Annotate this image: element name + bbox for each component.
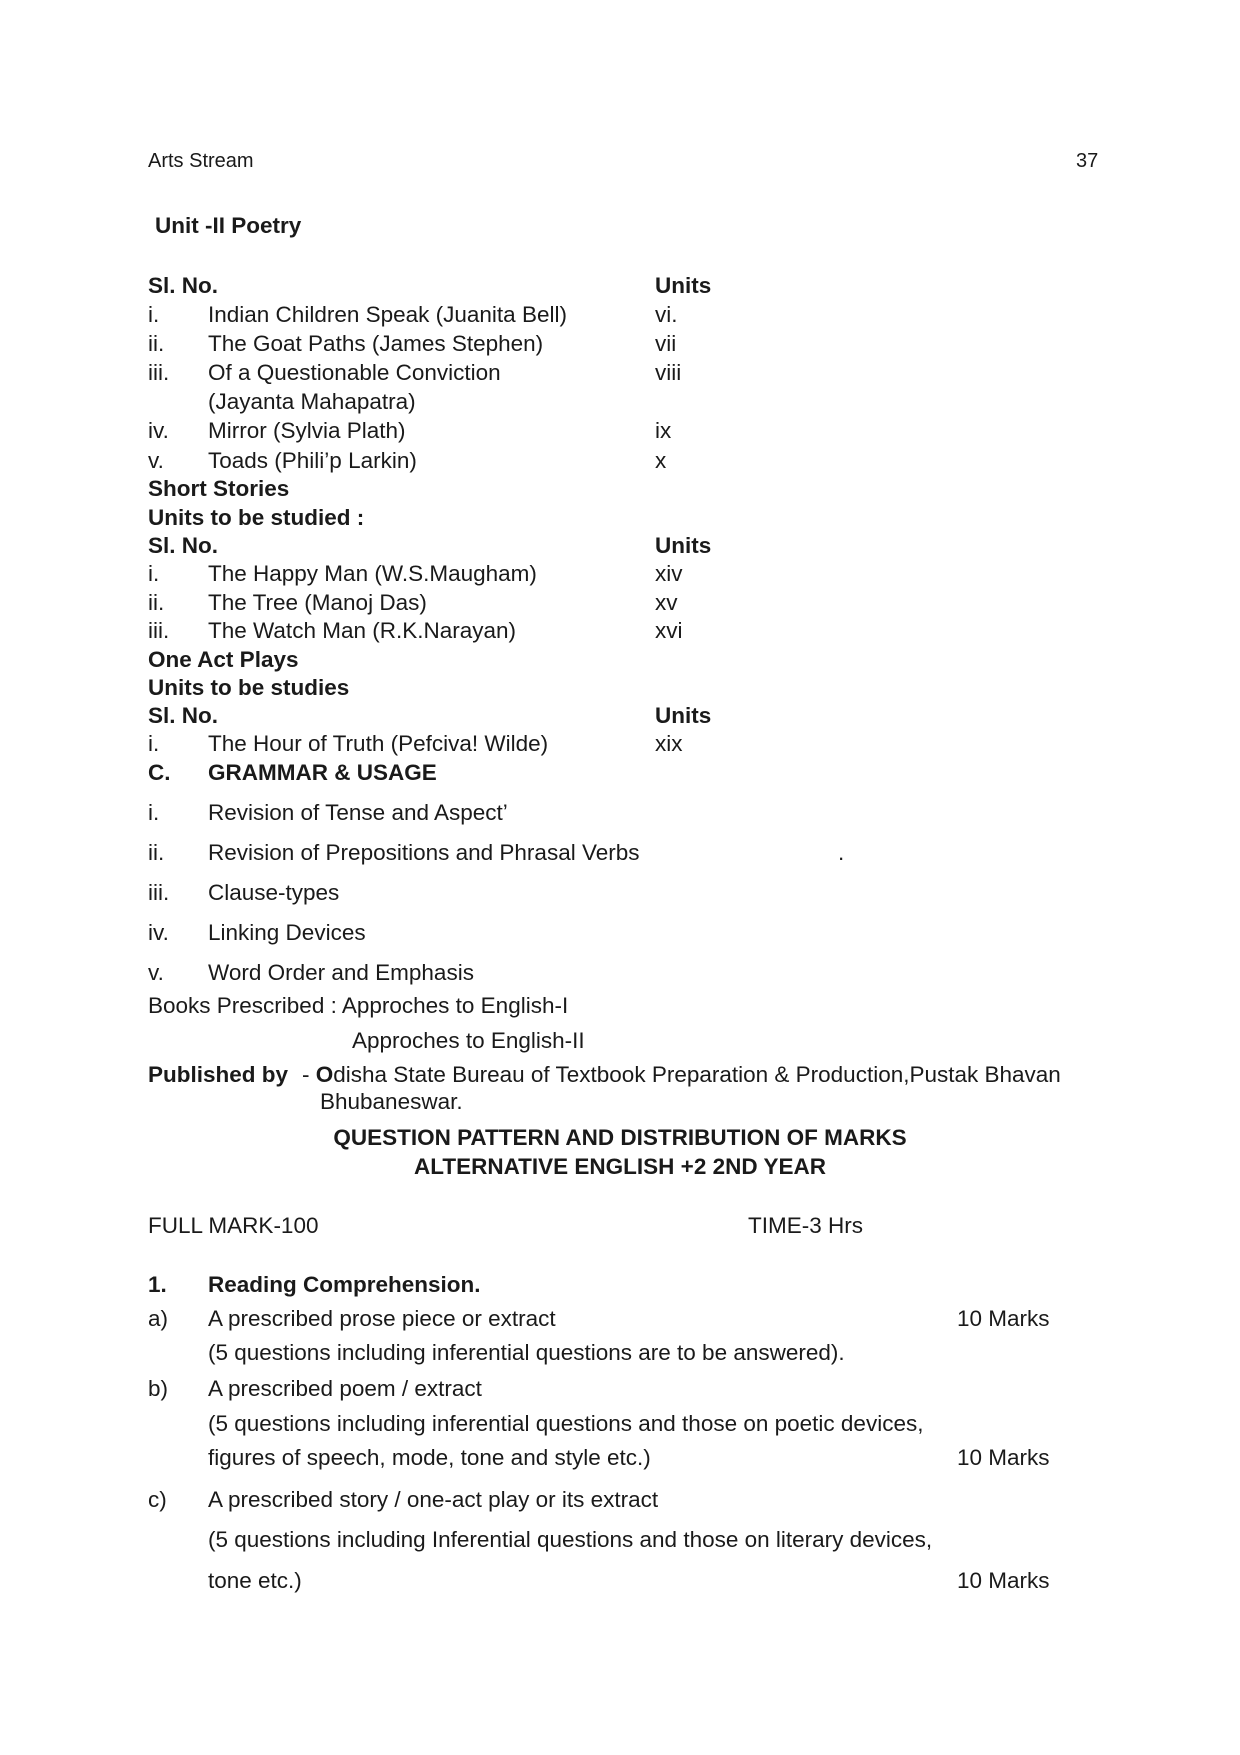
item-note: figures of speech, mode, tone and style etc.) [208, 1445, 651, 1470]
section-title-grammar: GRAMMAR & USAGE [208, 760, 437, 785]
list-item-title: The Goat Paths (James Stephen) [208, 331, 544, 356]
list-item-title: The Tree (Manoj Das) [208, 590, 427, 615]
list-item-number: i. [148, 800, 160, 825]
stray-mark: . [838, 840, 845, 865]
publisher-line [302, 1062, 1061, 1088]
section-subtitle: Units to be studied : [148, 505, 365, 530]
list-item-title-continued: (Jayanta Mahapatra) [208, 389, 416, 414]
publisher-dash: - [302, 1062, 316, 1087]
list-item-number: i. [148, 731, 160, 756]
publisher-city: Bhubaneswar. [320, 1089, 463, 1114]
list-item-title: Indian Children Speak (Juanita Bell) [208, 302, 567, 327]
page-number: 37 [1076, 150, 1099, 172]
section-title-one-act-plays: One Act Plays [148, 647, 299, 672]
item-note: (5 questions including inferential questions are to be answered). [208, 1340, 845, 1365]
col-header-sl-no: Sl. No. [148, 533, 219, 558]
question-pattern-subtitle: ALTERNATIVE ENGLISH +2 2ND YEAR [414, 1154, 826, 1179]
list-item-unit: x [655, 448, 667, 473]
list-item-text: Revision of Prepositions and Phrasal Verbs [208, 840, 640, 865]
list-item-text: Linking Devices [208, 920, 366, 945]
running-header: Arts Stream [148, 150, 254, 172]
list-item-text: Revision of Tense and Aspect’ [208, 800, 508, 825]
list-item-number: iii. [148, 618, 170, 643]
list-item-text: Clause-types [208, 880, 340, 905]
list-item-number: ii. [148, 331, 165, 356]
list-item-unit: xv [655, 590, 678, 615]
item-text: A prescribed poem / extract [208, 1376, 482, 1401]
published-by-label: Published by [148, 1062, 289, 1087]
list-item-number: iii. [148, 880, 170, 905]
list-item-number: iv. [148, 920, 169, 945]
list-item-unit: xiv [655, 561, 683, 586]
col-header-sl-no: Sl. No. [148, 703, 219, 728]
list-item-number: ii. [148, 590, 165, 615]
item-note: (5 questions including Inferential questions and those on literary devices, [208, 1527, 933, 1552]
list-item-unit: vi. [655, 302, 678, 327]
item-note: tone etc.) [208, 1568, 302, 1593]
list-item-number: iii. [148, 360, 170, 385]
section-subtitle: Units to be studies [148, 675, 350, 700]
section-title-reading: Reading Comprehension. [208, 1272, 481, 1297]
item-label: a) [148, 1306, 169, 1331]
list-item-title: The Watch Man (R.K.Narayan) [208, 618, 517, 643]
publisher-initial: O [315, 1062, 334, 1087]
list-item-unit: viii [655, 360, 682, 385]
books-prescribed-second: Approches to English-II [352, 1028, 585, 1053]
item-marks: 10 Marks [957, 1445, 1050, 1470]
list-item-title: The Hour of Truth (Pefciva! Wilde) [208, 731, 549, 756]
item-label: c) [148, 1487, 167, 1512]
col-header-units: Units [655, 273, 712, 298]
time-limit: TIME-3 Hrs [748, 1213, 863, 1238]
list-item-title: Mirror (Sylvia Plath) [208, 418, 406, 443]
list-item-number: ii. [148, 840, 165, 865]
full-mark: FULL MARK-100 [148, 1213, 319, 1238]
list-item-unit: xvi [655, 618, 683, 643]
item-note: (5 questions including inferential questions and those on poetic devices, [208, 1411, 924, 1436]
list-item-number: i. [148, 561, 160, 586]
section-title-short-stories: Short Stories [148, 476, 290, 501]
item-marks: 10 Marks [957, 1568, 1050, 1593]
item-marks: 10 Marks [957, 1306, 1050, 1331]
section-letter: C. [148, 760, 171, 785]
list-item-title: The Happy Man (W.S.Maugham) [208, 561, 537, 586]
section-number: 1. [148, 1272, 167, 1297]
list-item-number: v. [148, 448, 164, 473]
list-item-number: v. [148, 960, 164, 985]
list-item-title: Of a Questionable Conviction [208, 360, 501, 385]
item-text: A prescribed prose piece or extract [208, 1306, 556, 1331]
list-item-number: iv. [148, 418, 169, 443]
list-item-number: i. [148, 302, 160, 327]
list-item-text: Word Order and Emphasis [208, 960, 474, 985]
list-item-unit: ix [655, 418, 672, 443]
publisher-name: disha State Bureau of Textbook Preparation & Production,Pustak Bhavan [333, 1062, 1061, 1087]
section-title-poetry: Unit -II Poetry [155, 213, 302, 238]
question-pattern-title: QUESTION PATTERN AND DISTRIBUTION OF MARKS [333, 1125, 907, 1150]
list-item-title: Toads (Phili’p Larkin) [208, 448, 417, 473]
item-label: b) [148, 1376, 169, 1401]
books-prescribed: Books Prescribed : Approches to English-I [148, 993, 569, 1018]
col-header-sl-no: Sl. No. [148, 273, 219, 298]
col-header-units: Units [655, 533, 712, 558]
col-header-units: Units [655, 703, 712, 728]
list-item-unit: vii [655, 331, 677, 356]
list-item-unit: xix [655, 731, 683, 756]
item-text: A prescribed story / one-act play or its extract [208, 1487, 659, 1512]
